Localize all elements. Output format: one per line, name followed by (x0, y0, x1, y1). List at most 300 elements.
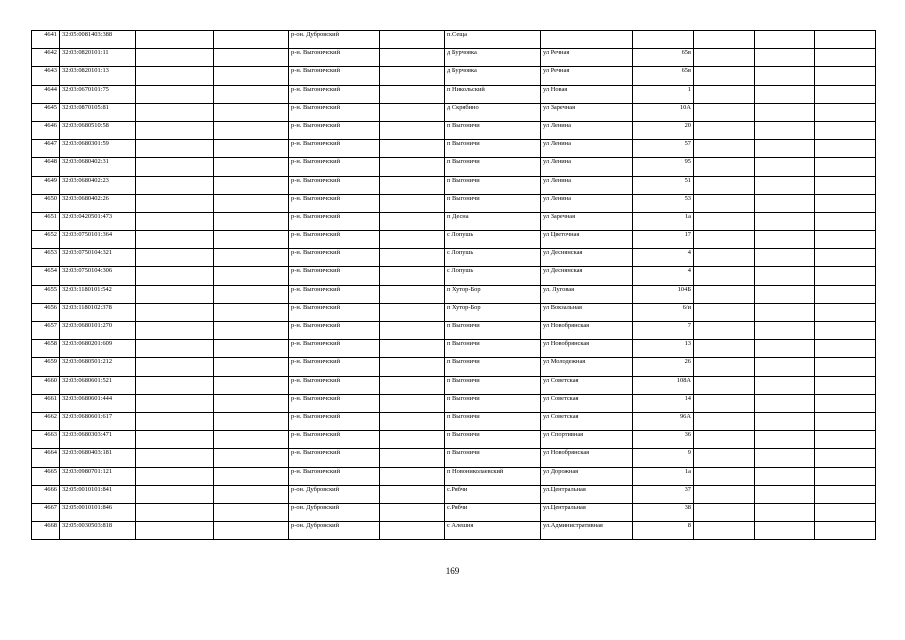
empty-cell (214, 376, 289, 394)
empty-cell (380, 121, 445, 139)
district-cell: р-н. Выгоничский (289, 140, 380, 158)
empty-cell (694, 103, 755, 121)
cadastral-number-cell: 32:03:0680510:58 (60, 121, 136, 139)
empty-cell (214, 140, 289, 158)
locality-cell: п Выгоничи (445, 322, 541, 340)
table-row (32, 194, 876, 212)
locality-cell: с Лопушь (445, 249, 541, 267)
cadastral-number-cell: 32:03:0750101:364 (60, 231, 136, 249)
district-cell: р-н. Выгоничский (289, 340, 380, 358)
empty-cell (755, 103, 815, 121)
street-cell: ул Ленина (541, 121, 633, 139)
cadastral-number-cell: 32:03:0680601:617 (60, 412, 136, 430)
cadastral-number-cell: 32:05:0010101:841 (60, 485, 136, 503)
row-number-cell: 4650 (32, 194, 60, 212)
empty-cell (755, 376, 815, 394)
street-cell: ул.Центральная (541, 485, 633, 503)
empty-cell (380, 176, 445, 194)
empty-cell (755, 231, 815, 249)
row-number-cell: 4642 (32, 49, 60, 67)
empty-cell (380, 394, 445, 412)
empty-cell (214, 85, 289, 103)
page-number: 169 (445, 566, 460, 576)
house-number-cell: 1а (633, 212, 694, 230)
empty-cell (136, 176, 214, 194)
empty-cell (815, 322, 876, 340)
house-number-cell: 38 (633, 503, 694, 521)
row-number-cell: 4658 (32, 340, 60, 358)
empty-cell (214, 31, 289, 49)
empty-cell (214, 522, 289, 540)
empty-cell (136, 376, 214, 394)
table-row (32, 376, 876, 394)
empty-cell (815, 121, 876, 139)
empty-cell (214, 394, 289, 412)
district-cell: р-н. Выгоничский (289, 412, 380, 430)
empty-cell (755, 322, 815, 340)
empty-cell (694, 121, 755, 139)
empty-cell (136, 267, 214, 285)
cadastral-number-cell: 32:03:0680101:270 (60, 322, 136, 340)
empty-cell (214, 467, 289, 485)
table-row (32, 412, 876, 430)
house-number-cell: 6/и (633, 303, 694, 321)
empty-cell (380, 358, 445, 376)
house-number-cell: 7 (633, 322, 694, 340)
street-cell: ул Молодежная (541, 358, 633, 376)
empty-cell (815, 103, 876, 121)
empty-cell (755, 467, 815, 485)
empty-cell (136, 49, 214, 67)
street-cell: ул Советская (541, 394, 633, 412)
street-cell: ул Новая (541, 85, 633, 103)
row-number-cell: 4666 (32, 485, 60, 503)
empty-cell (136, 503, 214, 521)
empty-cell (694, 376, 755, 394)
district-cell: р-н. Выгоничский (289, 194, 380, 212)
district-cell: р-н. Выгоничский (289, 467, 380, 485)
street-cell (541, 31, 633, 49)
house-number-cell: 8 (633, 522, 694, 540)
empty-cell (694, 231, 755, 249)
row-number-cell: 4657 (32, 322, 60, 340)
empty-cell (815, 194, 876, 212)
row-number-cell: 4648 (32, 158, 60, 176)
empty-cell (380, 303, 445, 321)
empty-cell (136, 85, 214, 103)
empty-cell (815, 49, 876, 67)
locality-cell: д Бурчовка (445, 67, 541, 85)
empty-cell (214, 358, 289, 376)
street-cell: ул.Административная (541, 522, 633, 540)
empty-cell (136, 449, 214, 467)
cadastral-number-cell: 32:03:0820101:11 (60, 49, 136, 67)
empty-cell (380, 285, 445, 303)
empty-cell (755, 194, 815, 212)
cadastral-number-cell: 32:03:0680601:521 (60, 376, 136, 394)
table-row (32, 449, 876, 467)
row-number-cell: 4652 (32, 231, 60, 249)
empty-cell (380, 158, 445, 176)
empty-cell (755, 158, 815, 176)
house-number-cell: 51 (633, 176, 694, 194)
district-cell: р-н. Выгоничский (289, 358, 380, 376)
table-row (32, 103, 876, 121)
empty-cell (755, 431, 815, 449)
empty-cell (136, 467, 214, 485)
row-number-cell: 4667 (32, 503, 60, 521)
empty-cell (755, 485, 815, 503)
empty-cell (214, 194, 289, 212)
empty-cell (214, 449, 289, 467)
empty-cell (136, 231, 214, 249)
district-cell: р-н. Выгоничский (289, 212, 380, 230)
empty-cell (380, 194, 445, 212)
table-row (32, 267, 876, 285)
empty-cell (380, 467, 445, 485)
table-row (32, 121, 876, 139)
empty-cell (214, 249, 289, 267)
empty-cell (755, 176, 815, 194)
district-cell: р-н. Выгоничский (289, 322, 380, 340)
empty-cell (815, 140, 876, 158)
empty-cell (694, 176, 755, 194)
district-cell: р-он. Дубровский (289, 522, 380, 540)
table-row (32, 431, 876, 449)
empty-cell (815, 431, 876, 449)
empty-cell (214, 49, 289, 67)
empty-cell (136, 322, 214, 340)
street-cell: ул Советская (541, 376, 633, 394)
street-cell: ул Новобрянская (541, 322, 633, 340)
empty-cell (755, 522, 815, 540)
empty-cell (136, 394, 214, 412)
district-cell: р-он. Дубровский (289, 31, 380, 49)
house-number-cell: 26 (633, 358, 694, 376)
empty-cell (136, 194, 214, 212)
row-number-cell: 4655 (32, 285, 60, 303)
row-number-cell: 4645 (32, 103, 60, 121)
empty-cell (815, 449, 876, 467)
empty-cell (694, 49, 755, 67)
empty-cell (214, 176, 289, 194)
district-cell: р-н. Выгоничский (289, 158, 380, 176)
empty-cell (755, 267, 815, 285)
table-row (32, 231, 876, 249)
locality-cell: с Лопушь (445, 267, 541, 285)
locality-cell: с Алешня (445, 522, 541, 540)
cadastral-number-cell: 32:03:0750104:306 (60, 267, 136, 285)
cadastral-number-cell: 32:05:0081403:388 (60, 31, 136, 49)
empty-cell (815, 340, 876, 358)
locality-cell: п Десна (445, 212, 541, 230)
empty-cell (136, 103, 214, 121)
house-number-cell: 13 (633, 340, 694, 358)
street-cell: ул Деснянская (541, 249, 633, 267)
locality-cell: п Выгоничи (445, 158, 541, 176)
empty-cell (380, 231, 445, 249)
empty-cell (694, 267, 755, 285)
row-number-cell: 4662 (32, 412, 60, 430)
street-cell: ул Ленина (541, 176, 633, 194)
house-number-cell: 20 (633, 121, 694, 139)
empty-cell (380, 212, 445, 230)
empty-cell (380, 49, 445, 67)
empty-cell (694, 249, 755, 267)
empty-cell (815, 485, 876, 503)
row-number-cell: 4646 (32, 121, 60, 139)
empty-cell (755, 358, 815, 376)
locality-cell: п Выгоничи (445, 431, 541, 449)
cadastral-number-cell: 32:03:0670101:75 (60, 85, 136, 103)
empty-cell (214, 340, 289, 358)
empty-cell (214, 503, 289, 521)
table-row (32, 340, 876, 358)
street-cell: ул Вокзальная (541, 303, 633, 321)
empty-cell (694, 340, 755, 358)
table-row (32, 358, 876, 376)
locality-cell: п Выгоничи (445, 394, 541, 412)
locality-cell: д Скрябино (445, 103, 541, 121)
street-cell: ул Ленина (541, 140, 633, 158)
cadastral-number-cell: 32:03:0680402:31 (60, 158, 136, 176)
empty-cell (755, 503, 815, 521)
empty-cell (694, 449, 755, 467)
table-row (32, 140, 876, 158)
empty-cell (380, 449, 445, 467)
cadastral-number-cell: 32:03:0750104:321 (60, 249, 136, 267)
empty-cell (755, 249, 815, 267)
district-cell: р-н. Выгоничский (289, 449, 380, 467)
street-cell: ул Речная (541, 67, 633, 85)
row-number-cell: 4653 (32, 249, 60, 267)
cadastral-number-cell: 32:05:0010101:846 (60, 503, 136, 521)
house-number-cell: 104Б (633, 285, 694, 303)
empty-cell (755, 412, 815, 430)
empty-cell (815, 158, 876, 176)
empty-cell (694, 485, 755, 503)
empty-cell (136, 431, 214, 449)
empty-cell (694, 522, 755, 540)
house-number-cell: 96А (633, 412, 694, 430)
table-row (32, 322, 876, 340)
row-number-cell: 4641 (32, 31, 60, 49)
empty-cell (755, 67, 815, 85)
street-cell: ул Деснянская (541, 267, 633, 285)
table-row (32, 394, 876, 412)
empty-cell (815, 376, 876, 394)
row-number-cell: 4664 (32, 449, 60, 467)
empty-cell (380, 249, 445, 267)
street-cell: ул Ленина (541, 158, 633, 176)
street-cell: ул Советская (541, 412, 633, 430)
empty-cell (380, 412, 445, 430)
cadastral-number-cell: 32:03:0680402:26 (60, 194, 136, 212)
locality-cell: п Выгоничи (445, 449, 541, 467)
district-cell: р-н. Выгоничский (289, 67, 380, 85)
empty-cell (694, 31, 755, 49)
cadastral-number-cell: 32:03:1180102:378 (60, 303, 136, 321)
street-cell: ул. Луговая (541, 285, 633, 303)
locality-cell: с.Рябчи (445, 503, 541, 521)
cadastral-number-cell: 32:03:0680402:23 (60, 176, 136, 194)
empty-cell (380, 431, 445, 449)
table-row (32, 85, 876, 103)
empty-cell (136, 249, 214, 267)
empty-cell (694, 285, 755, 303)
row-number-cell: 4660 (32, 376, 60, 394)
empty-cell (380, 140, 445, 158)
empty-cell (136, 412, 214, 430)
registry-table-body (32, 31, 876, 540)
empty-cell (755, 394, 815, 412)
cadastral-number-cell: 32:03:0980701:121 (60, 467, 136, 485)
house-number-cell: 14 (633, 394, 694, 412)
empty-cell (694, 158, 755, 176)
empty-cell (214, 67, 289, 85)
street-cell: ул Заречная (541, 103, 633, 121)
table-row (32, 485, 876, 503)
row-number-cell: 4665 (32, 467, 60, 485)
empty-cell (694, 303, 755, 321)
row-number-cell: 4661 (32, 394, 60, 412)
row-number-cell: 4651 (32, 212, 60, 230)
empty-cell (136, 140, 214, 158)
cadastral-number-cell: 32:03:0680303:471 (60, 431, 136, 449)
empty-cell (694, 67, 755, 85)
empty-cell (214, 231, 289, 249)
empty-cell (815, 176, 876, 194)
cadastral-number-cell: 32:03:0680601:444 (60, 394, 136, 412)
cadastral-number-cell: 32:03:0680201:609 (60, 340, 136, 358)
empty-cell (815, 467, 876, 485)
locality-cell: п Выгоничи (445, 176, 541, 194)
empty-cell (136, 67, 214, 85)
street-cell: ул Новобрянская (541, 340, 633, 358)
empty-cell (815, 412, 876, 430)
district-cell: р-н. Выгоничский (289, 49, 380, 67)
cadastral-number-cell: 32:03:0680403:181 (60, 449, 136, 467)
row-number-cell: 4654 (32, 267, 60, 285)
locality-cell: п Выгоничи (445, 194, 541, 212)
empty-cell (694, 358, 755, 376)
row-number-cell: 4649 (32, 176, 60, 194)
cadastral-number-cell: 32:05:0030503:818 (60, 522, 136, 540)
house-number-cell: 57 (633, 140, 694, 158)
empty-cell (815, 212, 876, 230)
cadastral-number-cell: 32:03:0680301:59 (60, 140, 136, 158)
empty-cell (380, 85, 445, 103)
house-number-cell: 9 (633, 449, 694, 467)
house-number-cell: 37 (633, 485, 694, 503)
locality-cell: п Выгоничи (445, 340, 541, 358)
empty-cell (694, 467, 755, 485)
district-cell: р-н. Выгоничский (289, 431, 380, 449)
empty-cell (136, 340, 214, 358)
table-row (32, 249, 876, 267)
house-number-cell: 65в (633, 49, 694, 67)
row-number-cell: 4647 (32, 140, 60, 158)
district-cell: р-н. Выгоничский (289, 121, 380, 139)
street-cell: ул Цветочная (541, 231, 633, 249)
table-row (32, 212, 876, 230)
empty-cell (755, 212, 815, 230)
row-number-cell: 4643 (32, 67, 60, 85)
empty-cell (380, 522, 445, 540)
district-cell: р-н. Выгоничский (289, 176, 380, 194)
district-cell: р-н. Выгоничский (289, 85, 380, 103)
empty-cell (136, 31, 214, 49)
house-number-cell: 108А (633, 376, 694, 394)
empty-cell (815, 249, 876, 267)
empty-cell (815, 503, 876, 521)
house-number-cell: 36 (633, 431, 694, 449)
locality-cell: п Хутор-Бор (445, 285, 541, 303)
empty-cell (755, 140, 815, 158)
empty-cell (380, 322, 445, 340)
locality-cell: с Лопушь (445, 231, 541, 249)
table-row (32, 158, 876, 176)
cadastral-number-cell: 32:03:0820101:13 (60, 67, 136, 85)
house-number-cell: 10А (633, 103, 694, 121)
district-cell: р-н. Выгоничский (289, 394, 380, 412)
locality-cell: п Никольский (445, 85, 541, 103)
street-cell: ул Спортивная (541, 431, 633, 449)
empty-cell (694, 394, 755, 412)
empty-cell (214, 412, 289, 430)
table-row (32, 285, 876, 303)
empty-cell (694, 140, 755, 158)
empty-cell (815, 267, 876, 285)
empty-cell (214, 303, 289, 321)
empty-cell (694, 85, 755, 103)
empty-cell (815, 358, 876, 376)
row-number-cell: 4644 (32, 85, 60, 103)
district-cell: р-н. Выгоничский (289, 231, 380, 249)
empty-cell (136, 285, 214, 303)
street-cell: ул Заречная (541, 212, 633, 230)
registry-table (31, 30, 876, 540)
empty-cell (815, 522, 876, 540)
street-cell: ул Дорожная (541, 467, 633, 485)
locality-cell: п Выгоничи (445, 412, 541, 430)
empty-cell (755, 121, 815, 139)
empty-cell (755, 285, 815, 303)
house-number-cell: 95 (633, 158, 694, 176)
empty-cell (380, 485, 445, 503)
house-number-cell: 1а (633, 467, 694, 485)
empty-cell (214, 285, 289, 303)
empty-cell (815, 303, 876, 321)
table-row (32, 503, 876, 521)
district-cell: р-н. Выгоничский (289, 249, 380, 267)
table-row (32, 49, 876, 67)
locality-cell: п Хутор-Бор (445, 303, 541, 321)
empty-cell (755, 449, 815, 467)
empty-cell (214, 103, 289, 121)
street-cell: ул.Центральная (541, 503, 633, 521)
locality-cell: д Бурчовка (445, 49, 541, 67)
row-number-cell: 4663 (32, 431, 60, 449)
house-number-cell: 4 (633, 267, 694, 285)
table-row (32, 467, 876, 485)
district-cell: р-он. Дубровский (289, 485, 380, 503)
house-number-cell: 4 (633, 249, 694, 267)
row-number-cell: 4656 (32, 303, 60, 321)
empty-cell (694, 212, 755, 230)
street-cell: ул Речная (541, 49, 633, 67)
row-number-cell: 4668 (32, 522, 60, 540)
